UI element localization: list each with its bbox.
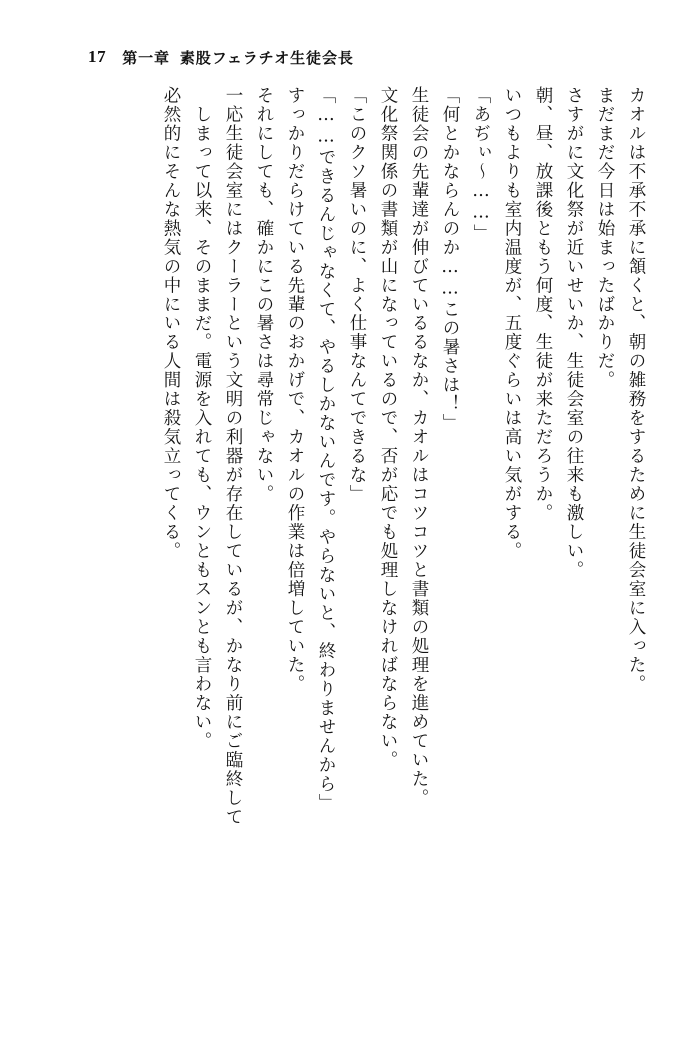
vertical-text-body xyxy=(56,86,644,1016)
text-column: カオルは不承不承に頷くと、朝の雑務をするために生徒会室に入った。 xyxy=(626,86,646,694)
text-column: 一応生徒会室にはクーラーという文明の利器が存在しているが、かなり前にご臨終して xyxy=(223,86,243,827)
text-column: 朝、昼、放課後ともう何度、生徒が来ただろうか。 xyxy=(533,86,553,523)
text-column: 「何とかならんのか……この暑さは！」 xyxy=(440,86,460,433)
text-column: まだまだ今日は始まったばかりだ。 xyxy=(595,86,615,390)
chapter-title: 素股フェラチオ生徒会長 xyxy=(179,50,354,67)
text-column: 必然的にそんな熱気の中にいる人間は殺気立ってくる。 xyxy=(161,86,181,561)
text-column: 「あぢぃ～……」 xyxy=(471,86,491,243)
text-column: いつもよりも室内温度が、五度ぐらいは高い気がする。 xyxy=(502,86,522,561)
text-column: すっかりだらけている先輩のおかげで、カオルの作業は倍増していた。 xyxy=(285,86,305,694)
text-column: 生徒会の先輩達が伸びているるなか、カオルはコツコツと書類の処理を進めていた。 xyxy=(409,86,429,808)
text-column: それにしても、確かにこの暑さは尋常じゃない。 xyxy=(254,86,274,504)
text-column: しまって以来、そのままだ。電源を入れても、ウンともスンとも言わない。 xyxy=(192,105,212,751)
text-column: 「このクソ暑いのに、よく仕事なんてできるな」 xyxy=(347,86,367,504)
text-column: さすがに文化祭が近いせいか、生徒会室の往来も激しい。 xyxy=(564,86,584,580)
text-column: 文化祭関係の書類が山になっているので、否が応でも処理しなければならない。 xyxy=(378,86,398,770)
chapter-label: 第一章 xyxy=(122,50,170,67)
page-number: 17 xyxy=(88,47,107,66)
text-column: 「……できるんじゃなくて、やるしかないんです。やらないと、終わりませんから」 xyxy=(316,86,336,813)
running-head xyxy=(0,44,700,70)
